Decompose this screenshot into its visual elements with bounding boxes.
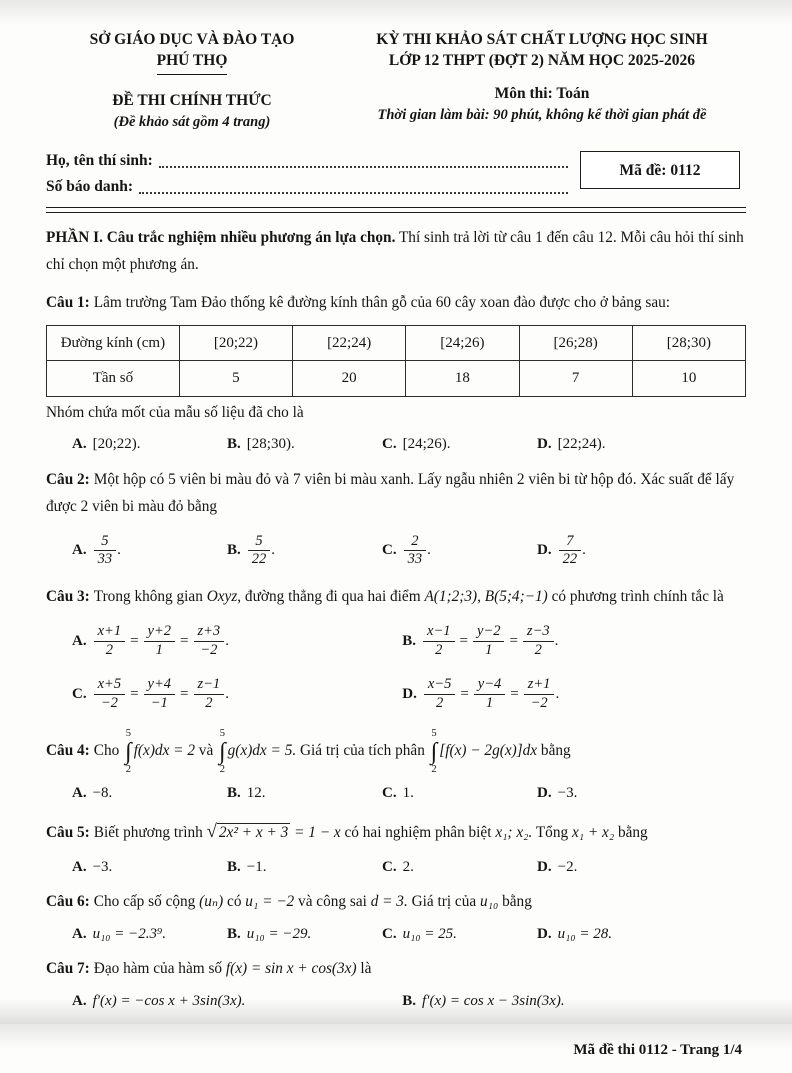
- question-5-options: [46, 856, 746, 879]
- fraction: $\frac{2}{33}$: [404, 533, 427, 569]
- option-b: B. $\frac{5}{22}$ .: [227, 532, 276, 567]
- option-c: C. 1.: [382, 785, 414, 802]
- page-footer: Mã đề thi 0112 - Trang 1/4: [573, 1041, 742, 1058]
- option-c: C. $\frac{2}{33}$ .: [382, 532, 431, 567]
- part1-instructions: Thí sinh trả lời từ câu 1 đến câu 12. Mỗi câu hỏi thí sinh chỉ chọn một phương án.: [46, 229, 744, 274]
- exam-title-line2: LỚP 12 THPT (ĐỢT 2) NĂM HỌC 2025-2026: [388, 51, 696, 69]
- table-cell: [22;24): [293, 325, 406, 361]
- table-cell: [26;28): [519, 325, 632, 361]
- option-d: D. −2.: [537, 858, 578, 875]
- table-cell: [28;30): [632, 325, 745, 361]
- option-d: D. $\frac{x-5}{2}$ = $\frac{y-4}{1}$ = $\frac{z+1}{-2}$ .: [402, 676, 560, 711]
- integral-sign: 5 ∫ 2: [125, 728, 132, 775]
- option-a: A. $\frac{x+1}{2}$ = $\frac{y+2}{1}$ = $\frac{z+3}{-2}$ .: [72, 623, 229, 658]
- option-a: A. u₁₀ = −2.3⁹.: [72, 925, 166, 942]
- question-2: [46, 467, 746, 574]
- option-d: D. [22;24).: [537, 436, 606, 453]
- question-5-label: Câu 5:: [46, 823, 90, 841]
- question-2-options: [46, 527, 746, 573]
- option-c: C. 2.: [382, 858, 414, 875]
- candidate-name-label: Họ, tên thí sinh:: [46, 152, 153, 170]
- fraction: $\frac{5}{22}$: [248, 533, 271, 569]
- question-2-label: Câu 2:: [46, 470, 90, 488]
- option-a: A. −3.: [72, 858, 113, 875]
- question-2-text: Một hộp có 5 viên bi màu đỏ và 7 viên bi màu xanh. Lấy ngẫu nhiên 2 viên bi từ hộp đó. Xác suất để lấy được 2 viên bi màu đỏ bằng: [46, 470, 735, 515]
- header-divider: [46, 207, 746, 213]
- frequency-table: [46, 325, 746, 397]
- question-4-label: Câu 4:: [46, 742, 90, 760]
- table-frequency-row: [47, 361, 746, 397]
- radicand: 2x² + x + 3: [218, 823, 289, 841]
- option-b: B. $\frac{x-1}{2}$ = $\frac{y-2}{1}$ = $\frac{z-3}{2}$ .: [402, 623, 559, 658]
- header-right-block: [338, 30, 746, 132]
- fraction: $\frac{5}{33}$: [94, 533, 117, 569]
- question-6-options: [46, 923, 746, 946]
- table-cell: [24;26): [406, 325, 519, 361]
- question-7: Câu 7: Đạo hàm của hàm số f(x) = sin x + cos(3x) là A. f′(x) = −cos x + 3sin(3x). B. f′(x) = cos x − 3sin(3x).: [46, 956, 746, 1012]
- table-cell: 20: [293, 361, 406, 397]
- fraction: $\frac{7}{22}$: [559, 533, 582, 569]
- table-cell: 10: [632, 361, 745, 397]
- department-name: SỞ GIÁO DỤC VÀ ĐÀO TẠO: [89, 31, 295, 48]
- option-a: A. [20;22).: [72, 436, 141, 453]
- subject-label: Môn thi: Toán: [494, 84, 590, 102]
- question-7-options: [46, 990, 746, 1013]
- question-1-subtext: Nhóm chứa mốt của mẫu số liệu đã cho là: [46, 403, 304, 421]
- question-1-label: Câu 1:: [46, 293, 90, 311]
- option-b: B. 12.: [227, 785, 266, 802]
- radical-icon: √: [206, 820, 217, 842]
- option-a: A. $\frac{5}{33}$ .: [72, 532, 121, 567]
- question-3-options-row2: [46, 671, 746, 717]
- option-b: B. −1.: [227, 858, 267, 875]
- option-c: C. u₁₀ = 25.: [382, 925, 457, 942]
- math-oxyz: Oxyz,: [206, 588, 242, 606]
- question-1-text: Lâm trường Tam Đảo thống kê đường kính thân gỗ của 60 cây xoan đào được cho ở bảng sau:: [93, 293, 671, 311]
- question-4-options: [46, 782, 746, 805]
- question-4: Câu 4: Cho 5 ∫ 2 f(x)dx = 2 và 5 ∫ 2 g(x)dx = 5. Giá trị của tích phân 5 ∫ 2 [f(x) − 2g(x)]dx bằng A. −8. B. 12. C. 1. D. −3.: [46, 728, 746, 805]
- option-c: C. [24;26).: [382, 436, 451, 453]
- integral-sign: 5 ∫ 2: [430, 728, 438, 775]
- candidate-id-label: Số báo danh:: [46, 178, 134, 196]
- page-count-note: (Đề khảo sát gồm 4 trang): [113, 114, 271, 131]
- candidate-name-row: [46, 146, 568, 172]
- table-cell: Đường kính (cm): [47, 325, 180, 361]
- candidate-info: [46, 146, 746, 198]
- option-d: D. u₁₀ = 28.: [537, 925, 612, 942]
- option-c: C. $\frac{x+5}{-2}$ = $\frac{y+4}{-1}$ = $\frac{z-1}{2}$ .: [72, 676, 229, 711]
- province-name: PHÚ THỌ: [157, 51, 228, 75]
- table-cell: [20;22): [179, 325, 292, 361]
- table-header-row: [47, 325, 746, 361]
- question-5: Câu 5: Biết phương trình √ 2x² + x + 3 = 1 − x có hai nghiệm phân biệt x₁; x₂. Tổng x₁ + x₂ bằng A. −3. B. −1. C. 2. D. −2.: [46, 816, 746, 878]
- option-a: A. f′(x) = −cos x + 3sin(3x).: [72, 993, 246, 1010]
- table-cell: Tần số: [47, 361, 180, 397]
- duration-note: Thời gian làm bài: 90 phút, không kể thời gian phát đề: [377, 107, 707, 124]
- table-cell: 18: [406, 361, 519, 397]
- question-3: Câu 3: Trong không gian Oxyz, đường thẳng đi qua hai điểm A(1;2;3), B(5;4;−1) có phương trình chính tắc là A. $\frac{x+1}{2}$ = $\frac{y+2}{1}$ = $\frac{z+3}{-2}$ . B. $\frac{x-1}{2}$ = $\frac{y-2}{1}$ = $\frac{z-3}{2}$ . C. $\frac{x+5}{-2}$ = $\frac{y+4}{-1}$ = $\frac{z-1}{2}$ . D. $\frac{x-5}{2}$ = $\frac{y-4}{1}$ = $\frac{z+1}{-2}$ .: [46, 584, 746, 717]
- integral-sign: 5 ∫ 2: [219, 728, 226, 775]
- question-6-label: Câu 6:: [46, 893, 90, 911]
- option-b: B. f′(x) = cos x − 3sin(3x).: [402, 993, 565, 1010]
- header-left-block: [46, 30, 338, 132]
- exam-title-line1: KỲ THI KHẢO SÁT CHẤT LƯỢNG HỌC SINH: [376, 31, 708, 48]
- option-a: A. −8.: [72, 785, 113, 802]
- exam-code-box: Mã đề: 0112: [580, 151, 740, 189]
- option-b: B. [28;30).: [227, 436, 295, 453]
- candidate-name-field: [159, 154, 568, 168]
- exam-header: [46, 30, 746, 132]
- option-b: B. u₁₀ = −29.: [227, 925, 312, 942]
- candidate-id-row: [46, 172, 568, 198]
- question-1-options: [46, 433, 746, 456]
- candidate-id-field: [139, 180, 568, 194]
- part1-intro: [46, 225, 746, 279]
- question-1: [46, 290, 746, 456]
- part1-title: PHẦN I. Câu trắc nghiệm nhiều phương án lựa chọn.: [46, 229, 396, 247]
- question-6: Câu 6: Cho cấp số cộng (uₙ) có u₁ = −2 và công sai d = 3. Giá trị của u₁₀ bằng A. u₁₀ = −2.3⁹. B. u₁₀ = −29. C. u₁₀ = 25. D. u₁₀ = 28.: [46, 889, 746, 945]
- option-d: D. $\frac{7}{22}$ .: [537, 532, 586, 567]
- official-exam-label: ĐỀ THI CHÍNH THỨC: [112, 91, 272, 109]
- question-3-label: Câu 3:: [46, 588, 90, 606]
- question-7-label: Câu 7:: [46, 960, 90, 978]
- table-cell: 7: [519, 361, 632, 397]
- question-3-options-row1: [46, 618, 746, 664]
- option-d: D. −3.: [537, 785, 578, 802]
- math-points: A(1;2;3), B(5;4;−1): [424, 588, 548, 606]
- table-cell: 5: [179, 361, 292, 397]
